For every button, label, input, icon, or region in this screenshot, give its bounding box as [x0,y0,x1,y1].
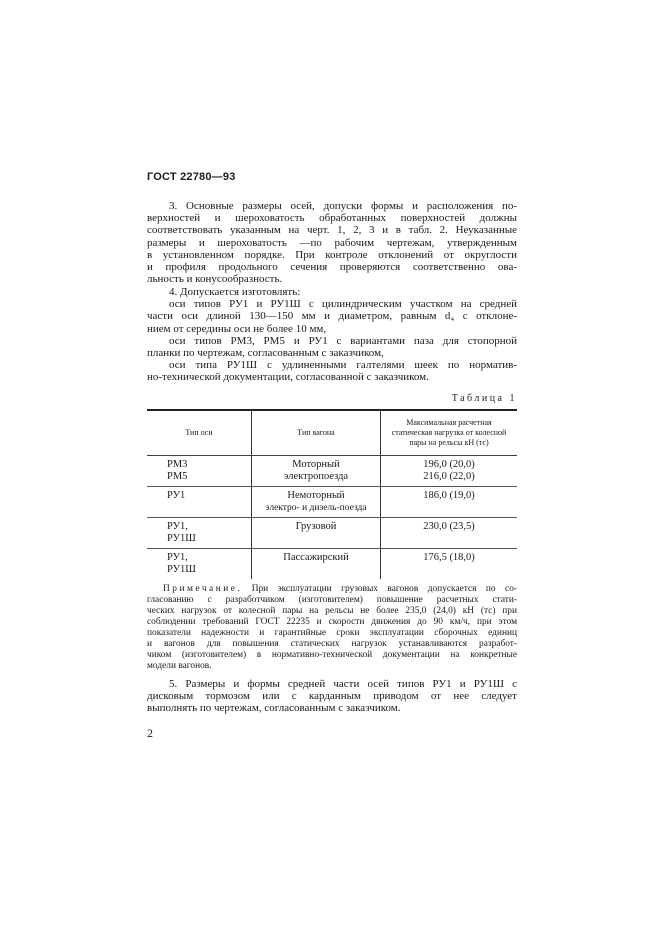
paragraph-3 [147,200,517,285]
text-line: оси типа РУ1Ш с удлиненными галтелями шеек по норматив- [169,359,517,372]
cell-text: электропоезда [283,471,349,482]
cell-text: РУ1, [167,521,188,532]
text-line: выполнять по чертежам, согласованным с заказчиком. [147,702,401,715]
document-header: ГОСТ 22780—93 [147,171,236,183]
text-line: оси типов РУ1 и РУ1Ш с цилиндрическим участком на средней [169,298,517,311]
text-line: чиком (изготовителем) в нормативно-технической документации на конкретные [147,650,517,660]
text-line: размеры и шероховатость —по рабочим чертежам, утвержденным [147,236,517,249]
text-line: 4. Допускается изготовлять: [169,286,301,298]
text-line: дисковым тормозом или с карданным приводом от нее следует [147,690,517,703]
column-header: Максимальная расчетная статическая нагрузка от колесной пары на рельсы кН (тс) [381,410,518,456]
cell-text: РУ1 [167,490,186,501]
cell-text: Пассажирский [283,552,349,563]
cell-text: 230,0 (23,5) [423,521,475,532]
cell-text: РМ3 [167,459,188,470]
column-header: Тип вагона [252,410,381,456]
text-line: модели вагонов. [147,661,212,671]
text-line: части оси длиной 130—150 мм и диаметром, равным d₄ с отклоне- [147,310,517,323]
text-line: 3. Основные размеры осей, допуски формы и расположения по- [169,200,517,212]
text-line: планки по чертежам, согласованным с заказчиком, [147,346,384,359]
text-line: оси типов РМ3, РМ5 и РУ1 с вариантами паза для стопорной [169,334,517,347]
cell-text: РУ1Ш [167,533,196,544]
text-line: в установленном порядке. При контроле отклонений от округлости [147,248,517,261]
cell-text: 216,0 (22,0) [423,471,475,482]
cell-text: РУ1Ш [167,564,196,575]
table-note [147,584,517,672]
text-line: гласованию с разработчиком (изготовителем) повышение расчетных стати- [147,595,517,605]
table-row [147,549,517,580]
paragraph-5 [147,678,517,715]
text-line: показатели надежности и гарантийные сроки эксплуатации сборочных единиц [147,628,517,638]
text-line: но-технической документации, согласованной с заказчиком. [147,371,429,384]
text-line: ческих нагрузок от колесной пары на рельсы не более 235,0 (24,0) кН (тс) при [147,606,517,616]
text-line: 5. Размеры и формы средней части осей типов РУ1 и РУ1Ш с [169,678,517,690]
table-row [147,456,517,487]
text-line: соблюдении требований ГОСТ 22235 и скорости движения до 90 км/ч, при этом [147,617,517,627]
text-line: и вагонов для повышения статических нагрузок устанавливаются разработ- [147,639,517,649]
text-line: верхностей и шероховатость обработанных поверхностей должны [147,212,517,225]
text-line: Примечание. При эксплуатации грузовых вагонов допускается по со- [163,584,517,594]
table-1 [147,409,517,579]
table-row [147,487,517,518]
text-line: и профиля продольного сечения проверяются соответственно ова- [147,260,517,273]
cell-text: 176,5 (18,0) [423,552,475,563]
table-caption: Таблица 1 [451,393,517,404]
text-line: соответствовать указанным на черт. 1, 2, 3 и в табл. 2. Неуказанные [147,224,517,237]
cell-text: Моторный [292,459,340,470]
cell-text: Немоторный [287,490,345,501]
cell-text: РМ5 [167,471,188,482]
cell-text: 196,0 (20,0) [423,459,475,470]
cell-text: Грузовой [295,521,337,532]
page-number: 2 [147,726,153,740]
note-label: Примечание. [163,584,243,594]
text-line: льность и конусообразность. [147,273,283,286]
column-header: Тип оси [147,410,252,456]
cell-text: 186,0 (19,0) [423,490,475,501]
paragraph-4 [147,286,517,384]
cell-text: электро- и дизель-поезда [265,503,367,513]
text-line: нием от середины оси не более 10 мм, [147,322,327,335]
table-row [147,518,517,549]
cell-text: РУ1, [167,552,188,563]
